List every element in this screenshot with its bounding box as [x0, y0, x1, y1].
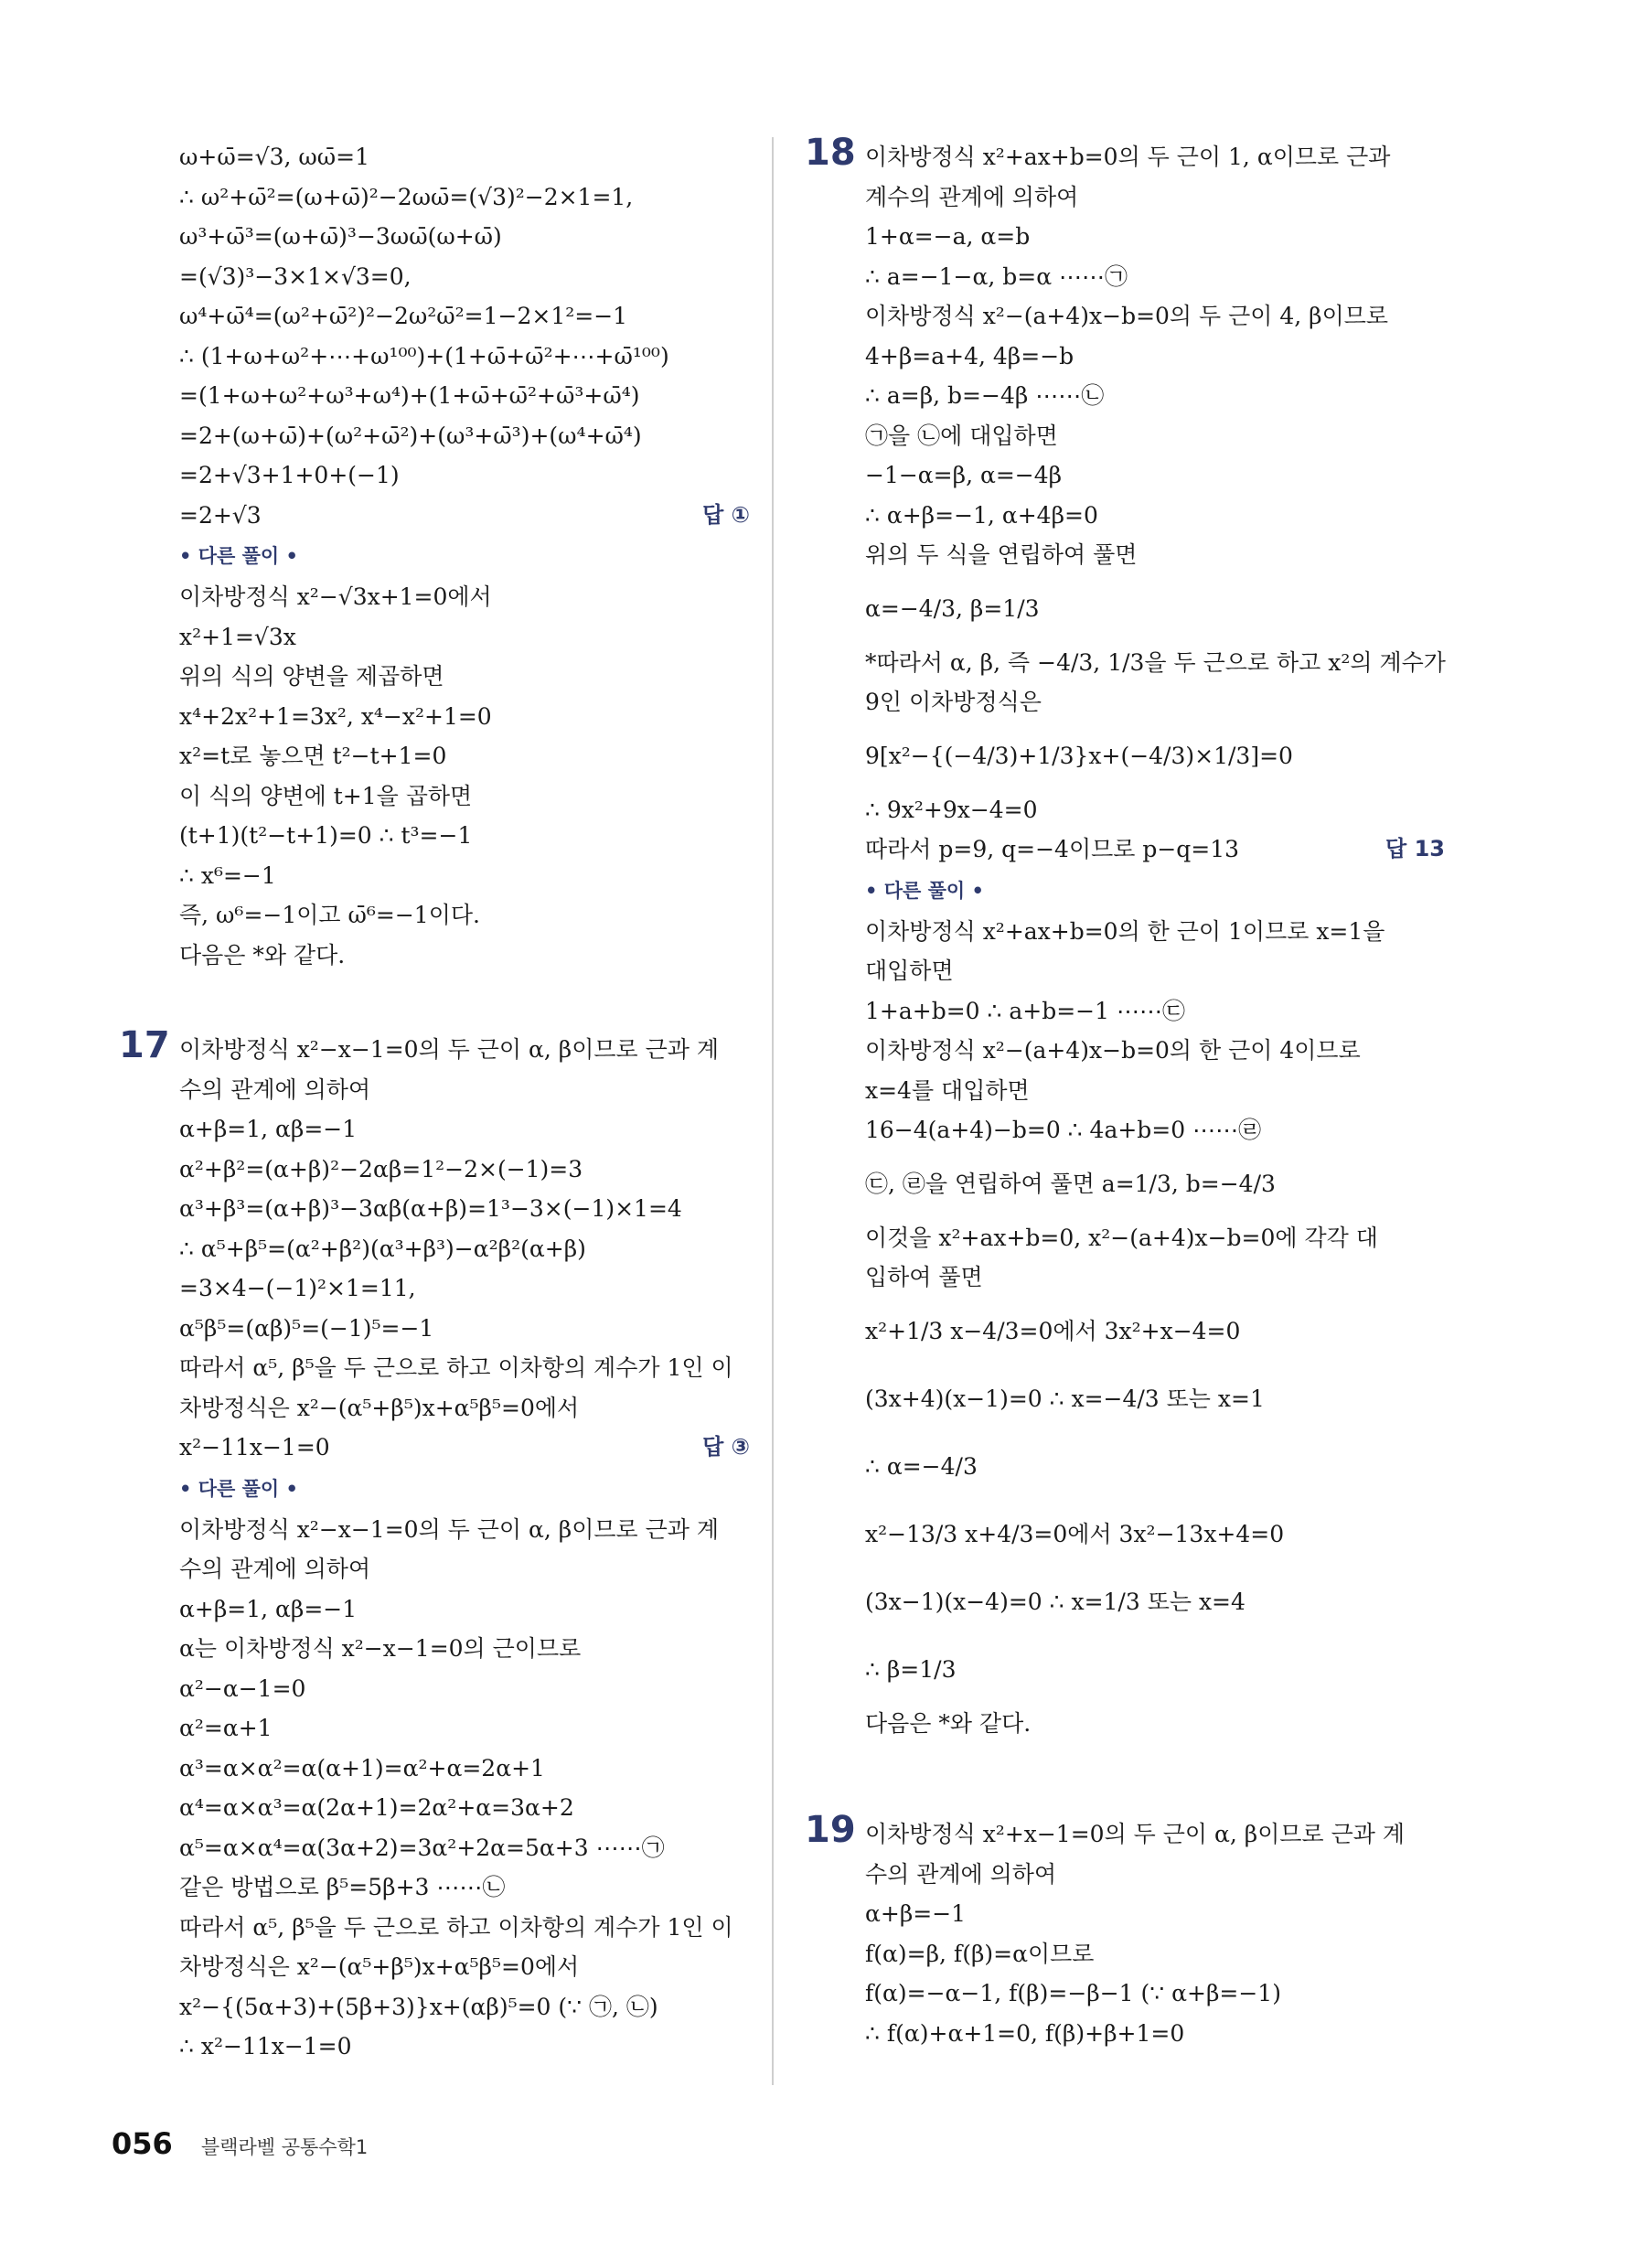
solution-line: ∴ α=−4/3 — [865, 1452, 978, 1480]
solution-line: 수의 관계에 의하여 — [179, 1075, 371, 1103]
problem-number: 19 — [805, 1809, 856, 1851]
problem-19 — [805, 1809, 1445, 2053]
solution-line: α³=α×α²=α(α+1)=α²+α=2α+1 — [179, 1754, 545, 1781]
solution-line: 즉, ω⁶=−1이고 ω̄⁶=−1이다. — [179, 902, 480, 928]
solution-line: α²=α+1 — [179, 1715, 273, 1741]
solution-line: α+β=1, αβ=−1 — [179, 1595, 358, 1622]
solution-line: ∴ 9x²+9x−4=0 — [865, 796, 1038, 823]
solution-line: 입하여 풀면 — [865, 1264, 983, 1290]
column-divider — [772, 137, 774, 2085]
solution-line: x²+1=√3x — [179, 623, 296, 650]
left-column — [119, 137, 750, 2067]
solution-line: α²−α−1=0 — [179, 1674, 306, 1702]
solution-line: α+β=−1 — [865, 1900, 967, 1927]
solution-line: −1−α=β, α=−4β — [865, 462, 1063, 488]
solution-line: 이차방정식 x²+ax+b=0의 한 근이 1이므로 x=1을 — [865, 917, 1385, 945]
solution-line: f(α)=−α−1, f(β)=−β−1 (∵ α+β=−1) — [865, 1980, 1281, 2006]
solution-line: x=4를 대입하면 — [865, 1076, 1030, 1104]
solution-line: α는 이차방정식 x²−x−1=0의 근이므로 — [179, 1635, 582, 1662]
problem-number: 17 — [119, 1024, 170, 1066]
solution-line: x²+1/3 x−4/3=0에서 3x²+x−4=0 — [865, 1317, 1241, 1344]
solution-line: *따라서 α, β, 즉 −4/3, 1/3을 두 근으로 하고 x²의 계수가 — [865, 648, 1446, 676]
alt-solution-label: • 다른 풀이 • — [179, 545, 298, 567]
solution-line: 이차방정식 x²−√3x+1=0에서 — [179, 583, 492, 610]
answer-line — [865, 829, 1445, 870]
solution-line: ∴ ω²+ω̄²=(ω+ω̄)²−2ωω̄=(√3)²−2×1=1, — [179, 183, 634, 210]
solution-line: 4+β=a+4, 4β=−b — [865, 342, 1074, 369]
solution-line: α⁵β⁵=(αβ)⁵=(−1)⁵=−1 — [179, 1314, 434, 1342]
alt-solution-label: • 다른 풀이 • — [179, 1477, 298, 1500]
problem-18 — [805, 132, 1446, 1743]
solution-line: ㉢, ㉣을 연립하여 풀면 a=1/3, b=−4/3 — [865, 1170, 1276, 1197]
solution-line: 따라서 α⁵, β⁵을 두 근으로 하고 이차항의 계수가 1인 이 — [179, 1913, 733, 1941]
answer-text: 따라서 p=9, q=−4이므로 p−q=13 — [865, 836, 1240, 862]
solution-line: (3x+4)(x−1)=0 ∴ x=−4/3 또는 x=1 — [865, 1385, 1265, 1412]
solution-line: 따라서 α⁵, β⁵을 두 근으로 하고 이차항의 계수가 1인 이 — [179, 1354, 733, 1381]
solution-line: x⁴+2x²+1=3x², x⁴−x²+1=0 — [179, 702, 492, 730]
solution-line: ∴ x²−11x−1=0 — [179, 2033, 352, 2059]
solution-line: 계수의 관계에 의하여 — [865, 183, 1079, 210]
solution-line: (t+1)(t²−t+1)=0 ∴ t³=−1 — [179, 822, 473, 849]
solution-line: 1+α=−a, α=b — [865, 223, 1031, 250]
solution-line: =2+(ω+ω̄)+(ω²+ω̄²)+(ω³+ω̄³)+(ω⁴+ω̄⁴) — [179, 422, 642, 449]
problem-number: 18 — [805, 132, 856, 174]
solution-line: ∴ α⁵+β⁵=(α²+β²)(α³+β³)−α²β²(α+β) — [179, 1235, 586, 1262]
answer-line — [179, 1428, 750, 1468]
solution-line: α⁴=α×α³=α(2α+1)=2α²+α=3α+2 — [179, 1794, 574, 1821]
solution-line: 위의 두 식을 연립하여 풀면 — [865, 541, 1138, 568]
solution-line: 이차방정식 x²+x−1=0의 두 근이 α, β이므로 근과 계 — [865, 1821, 1406, 1847]
solution-line: 이차방정식 x²−x−1=0의 두 근이 α, β이므로 근과 계 — [179, 1036, 720, 1063]
right-column — [805, 132, 1446, 2053]
solution-line: 대입하면 — [865, 957, 954, 984]
solution-line: 수의 관계에 의하여 — [865, 1860, 1057, 1888]
solution-line: 다음은 *와 같다. — [179, 941, 346, 968]
answer-line — [179, 496, 750, 536]
solution-line: α=−4/3, β=1/3 — [865, 594, 1040, 622]
solution-line: 이차방정식 x²−(a+4)x−b=0의 한 근이 4이므로 — [865, 1037, 1361, 1064]
solution-line: ∴ β=1/3 — [865, 1655, 957, 1683]
solution-line: x²−13/3 x+4/3=0에서 3x²−13x+4=0 — [865, 1520, 1285, 1547]
answer-mark: 답 ① — [702, 501, 750, 528]
book-title: 블랙라벨 공통수학1 — [200, 2136, 369, 2158]
solution-line: 다음은 *와 같다. — [865, 1709, 1032, 1737]
page-number: 056 — [112, 2126, 173, 2161]
solution-line: 같은 방법으로 β⁵=5β+3 ⋯⋯㉡ — [179, 1874, 506, 1900]
answer-mark: 답 13 — [1385, 836, 1445, 861]
problem-16-continuation — [119, 137, 750, 975]
solution-line: α⁵=α×α⁴=α(3α+2)=3α²+2α=5α+3 ⋯⋯㉠ — [179, 1834, 665, 1861]
solution-line: α³+β³=(α+β)³−3αβ(α+β)=1³−3×(−1)×1=4 — [179, 1195, 682, 1222]
solution-line: 9인 이차방정식은 — [865, 689, 1042, 715]
solution-line: 수의 관계에 의하여 — [179, 1556, 371, 1582]
solution-line: 이차방정식 x²+ax+b=0의 두 근이 1, α이므로 근과 — [865, 144, 1391, 170]
solution-line: 9[x²−{(−4/3)+1/3}x+(−4/3)×1/3]=0 — [865, 742, 1293, 769]
solution-line: 이차방정식 x²−(a+4)x−b=0의 두 근이 4, β이므로 — [865, 303, 1389, 329]
solution-line: =(√3)³−3×1×√3=0, — [179, 262, 412, 290]
solution-line: α+β=1, αβ=−1 — [179, 1116, 358, 1142]
solution-line: (3x−1)(x−4)=0 ∴ x=1/3 또는 x=4 — [865, 1588, 1245, 1615]
solution-line: 차방정식은 x²−(α⁵+β⁵)x+α⁵β⁵=0에서 — [179, 1394, 580, 1421]
solution-line: 이차방정식 x²−x−1=0의 두 근이 α, β이므로 근과 계 — [179, 1515, 720, 1543]
solution-line: ω⁴+ω̄⁴=(ω²+ω̄²)²−2ω²ω̄²=1−2×1²=−1 — [179, 303, 628, 329]
solution-line: ω³+ω̄³=(ω+ω̄)³−3ωω̄(ω+ω̄) — [179, 223, 502, 250]
solution-line: 16−4(a+4)−b=0 ∴ 4a+b=0 ⋯⋯㉣ — [865, 1117, 1262, 1143]
solution-line: ∴ x⁶=−1 — [179, 861, 276, 889]
solution-line: f(α)=β, f(β)=α이므로 — [865, 1940, 1095, 1967]
solution-line: ㉠을 ㉡에 대입하면 — [865, 422, 1058, 449]
solution-line: ∴ a=β, b=−4β ⋯⋯㉡ — [865, 382, 1105, 409]
solution-line: 위의 식의 양변을 제곱하면 — [179, 663, 444, 690]
solution-line: ∴ α+β=−1, α+4β=0 — [865, 501, 1098, 529]
solution-line: x²−{(5α+3)+(5β+3)}x+(αβ)⁵=0 (∵ ㉠, ㉡) — [179, 1993, 658, 2020]
solution-line: α²+β²=(α+β)²−2αβ=1²−2×(−1)=3 — [179, 1155, 583, 1182]
solution-line: ω+ω̄=√3, ωω̄=1 — [179, 144, 370, 170]
solution-line: 이것을 x²+ax+b=0, x²−(a+4)x−b=0에 각각 대 — [865, 1224, 1378, 1251]
problem-17 — [119, 1024, 750, 2067]
solution-line: =3×4−(−1)²×1=11, — [179, 1275, 416, 1301]
answer-text: x²−11x−1=0 — [179, 1434, 330, 1460]
solution-line: x²=t로 놓으면 t²−t+1=0 — [179, 743, 447, 769]
answer-text: =2+√3 — [179, 501, 262, 529]
solution-line: ∴ f(α)+α+1=0, f(β)+β+1=0 — [865, 2019, 1185, 2047]
solution-line: =(1+ω+ω²+ω³+ω⁴)+(1+ω̄+ω̄²+ω̄³+ω̄⁴) — [179, 382, 640, 409]
solution-line: 이 식의 양변에 t+1을 곱하면 — [179, 782, 473, 809]
page-footer — [112, 2126, 368, 2161]
solution-line: 1+a+b=0 ∴ a+b=−1 ⋯⋯㉢ — [865, 997, 1185, 1024]
solution-line: ∴ a=−1−α, b=α ⋯⋯㉠ — [865, 262, 1128, 290]
alt-solution-label: • 다른 풀이 • — [865, 879, 984, 902]
solution-line: 차방정식은 x²−(α⁵+β⁵)x+α⁵β⁵=0에서 — [179, 1953, 580, 1980]
solution-line: =2+√3+1+0+(−1) — [179, 462, 400, 488]
answer-mark: 답 ③ — [702, 1434, 750, 1460]
solution-line: ∴ (1+ω+ω²+⋯+ω¹⁰⁰)+(1+ω̄+ω̄²+⋯+ω̄¹⁰⁰) — [179, 342, 669, 369]
